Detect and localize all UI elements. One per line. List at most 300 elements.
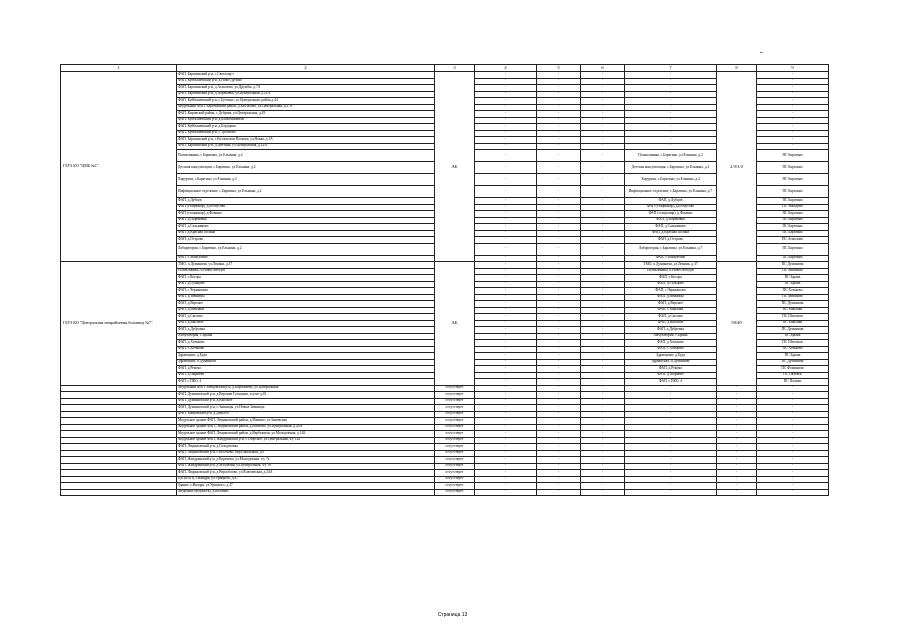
power-cell: -: [717, 476, 757, 483]
col6-cell: -: [581, 424, 625, 431]
col6-cell: -: [581, 98, 625, 105]
backup-facility-cell: ТМО, п.Думиничи, ул.Ленина, д.37: [625, 262, 717, 269]
col6-cell: -: [581, 405, 625, 412]
backup-facility-cell: -: [625, 489, 717, 496]
backup-facility-cell: Поликлиника, с.Баратино, ул.Ельнина, д.2: [625, 150, 717, 162]
power-cell: 58/40: [717, 262, 757, 386]
col4-cell: -: [475, 281, 537, 288]
backup-facility-cell: ФАП (стационар), д.Белоусово: [625, 204, 717, 211]
col4-cell: -: [475, 211, 537, 218]
backup-facility-cell: -: [625, 418, 717, 425]
col4-cell: -: [475, 143, 537, 150]
col4-cell: -: [475, 85, 537, 92]
substation-cell: ПС Брынь: [757, 275, 829, 282]
col6-cell: -: [581, 262, 625, 269]
col4-cell: -: [475, 385, 537, 392]
facility-address-cell: ФАП, Людиновский р-н, д.Верхоблово, ул.Ключевская, д.24А: [177, 470, 435, 477]
category-cell: отсутствует: [435, 385, 475, 392]
col5-cell: -: [537, 174, 581, 186]
backup-facility-cell: -: [625, 137, 717, 144]
col4-cell: -: [475, 130, 537, 137]
category-cell: отсутствует: [435, 444, 475, 451]
substation-cell: ПС Брынь: [757, 353, 829, 360]
category-cell: отсутствует: [435, 476, 475, 483]
col6-cell: -: [581, 463, 625, 470]
col5-cell: -: [537, 489, 581, 496]
col6-cell: -: [581, 72, 625, 79]
facility-address-cell: ФАП, д.Маклаки: [177, 307, 435, 314]
col6-cell: -: [581, 78, 625, 85]
power-cell: -: [717, 483, 757, 490]
backup-facility-cell: ФАП, с.ПКО, 4: [625, 379, 717, 386]
backup-facility-cell: -: [625, 392, 717, 399]
backup-facility-cell: Детская консультация, с.Баратино, ул.Ельнина, д.2: [625, 162, 717, 174]
col5-cell: -: [537, 385, 581, 392]
facility-address-cell: Медпункт (ведомств), д.Колчино: [177, 489, 435, 496]
backup-facility-cell: ФАП, д.Порековка: [625, 217, 717, 224]
substation-cell: -: [757, 91, 829, 98]
substation-cell: -: [757, 470, 829, 477]
substation-cell: -: [757, 476, 829, 483]
header-cell: 6: [581, 65, 625, 72]
power-cell: -: [717, 463, 757, 470]
facility-address-cell: ФАП, Жиздринский р-н, д.Млодечня, ул.Центральная, з/у 1б: [177, 463, 435, 470]
col5-cell: -: [537, 111, 581, 118]
backup-facility-cell: ФАП, д.Красная Поляна: [625, 230, 717, 237]
backup-facility-cell: -: [625, 476, 717, 483]
col5-cell: -: [537, 262, 581, 269]
col5-cell: -: [537, 211, 581, 218]
col6-cell: -: [581, 379, 625, 386]
col4-cell: -: [475, 268, 537, 275]
backup-facility-cell: -: [625, 130, 717, 137]
col4-cell: -: [475, 237, 537, 244]
backup-facility-cell: Инфекционное отделение, с.Баратино, ул.Ельнина, д.7: [625, 186, 717, 198]
col6-cell: -: [581, 124, 625, 131]
col4-cell: -: [475, 366, 537, 373]
category-cell: отсутствует: [435, 437, 475, 444]
col4-cell: -: [475, 314, 537, 321]
backup-facility-cell: -: [625, 411, 717, 418]
power-cell: -: [717, 444, 757, 451]
category-cell: отсутствует: [435, 463, 475, 470]
col6-cell: -: [581, 255, 625, 262]
col6-cell: -: [581, 398, 625, 405]
substation-cell: -: [757, 418, 829, 425]
col6-cell: -: [581, 130, 625, 137]
col4-cell: -: [475, 457, 537, 464]
backup-facility-cell: -: [625, 98, 717, 105]
col5-cell: -: [537, 294, 581, 301]
col6-cell: -: [581, 450, 625, 457]
facility-address-cell: ЦП (КОП), г.Жиздра, ул.Урицкого, д.47: [177, 476, 435, 483]
col5-cell: -: [537, 204, 581, 211]
col5-cell: -: [537, 340, 581, 347]
col6-cell: -: [581, 204, 625, 211]
header-cell: 4: [475, 65, 537, 72]
facility-address-cell: Поликлиника, с.Баратино, ул.Ельнина, д.2: [177, 150, 435, 162]
power-cell: -: [717, 431, 757, 438]
facility-address-cell: Детская консультация, с.Баратино, ул.Ельнина, д.2: [177, 162, 435, 174]
substation-cell: -: [757, 130, 829, 137]
col6-cell: -: [581, 411, 625, 418]
col4-cell: -: [475, 418, 537, 425]
substation-cell: ПС Думиничи: [757, 359, 829, 366]
category-cell: отсутствует: [435, 405, 475, 412]
col5-cell: -: [537, 117, 581, 124]
substation-cell: -: [757, 385, 829, 392]
substation-cell: ПС Палики: [757, 379, 829, 386]
facility-address-cell: ФАП (стационар), д.Белоусово: [177, 204, 435, 211]
backup-facility-cell: ФАП, д.Острово: [625, 237, 717, 244]
col4-cell: -: [475, 307, 537, 314]
substation-cell: ПС Фоминичи: [757, 366, 829, 373]
col6-cell: -: [581, 333, 625, 340]
facility-address-cell: ФАП, д.Дубровка: [177, 327, 435, 334]
facility-address-cell: Инфекционное отделение, с.Баратино, ул.Ельнина, д.2: [177, 186, 435, 198]
col5-cell: -: [537, 137, 581, 144]
col6-cell: -: [581, 143, 625, 150]
backup-facility-cell: -: [625, 124, 717, 131]
backup-facility-cell: -: [625, 117, 717, 124]
category-cell: отсутствует: [435, 457, 475, 464]
col6-cell: -: [581, 418, 625, 425]
substation-cell: -: [757, 457, 829, 464]
facility-address-cell: ФАП (стационар), д.Фомино: [177, 211, 435, 218]
facility-address-cell: ФАП, д.Гульцово: [177, 281, 435, 288]
col6-cell: -: [581, 85, 625, 92]
power-cell: -: [717, 424, 757, 431]
page-number: Страница 13: [437, 612, 468, 618]
col4-cell: -: [475, 437, 537, 444]
col6-cell: -: [581, 268, 625, 275]
facility-address-cell: ФАП, д.Порековка: [177, 217, 435, 224]
substation-cell: ПС Маклаки: [757, 320, 829, 327]
col6-cell: -: [581, 186, 625, 198]
backup-facility-cell: -: [625, 444, 717, 451]
col5-cell: -: [537, 301, 581, 308]
col4-cell: -: [475, 204, 537, 211]
facility-address-cell: ТМО, п.Думиничи, ул.Ленина, д.37: [177, 262, 435, 269]
col6-cell: -: [581, 327, 625, 334]
backup-facility-cell: ФАП, д.Дубцов: [625, 198, 717, 205]
col4-cell: -: [475, 98, 537, 105]
backup-facility-cell: -: [625, 104, 717, 111]
col5-cell: -: [537, 424, 581, 431]
backup-facility-cell: ФАП, с.Чернышено: [625, 288, 717, 295]
category-cell: отсутствует: [435, 398, 475, 405]
col4-cell: -: [475, 424, 537, 431]
col6-cell: -: [581, 104, 625, 111]
backup-facility-cell: -: [625, 91, 717, 98]
col4-cell: -: [475, 476, 537, 483]
facility-address-cell: ФАП, д.Зимницы: [177, 294, 435, 301]
col4-cell: -: [475, 340, 537, 347]
col4-cell: -: [475, 353, 537, 360]
col4-cell: -: [475, 398, 537, 405]
substation-cell: ПС Баратино: [757, 243, 829, 255]
facility-address-cell: ФАП, Баратинский р-н, с.Козловская-Потапка, ул.Новая, д.1А: [177, 137, 435, 144]
substation-cell: ПС Баратино: [757, 255, 829, 262]
col6-cell: -: [581, 237, 625, 244]
header-cell: 3: [435, 65, 475, 72]
col4-cell: -: [475, 431, 537, 438]
backup-facility-cell: -: [625, 450, 717, 457]
category-cell: АБ: [435, 262, 475, 386]
col4-cell: -: [475, 359, 537, 366]
power-cell: -: [717, 457, 757, 464]
category-cell: отсутствует: [435, 483, 475, 490]
col4-cell: -: [475, 320, 537, 327]
col4-cell: -: [475, 450, 537, 457]
category-cell: АБ: [435, 72, 475, 262]
col4-cell: -: [475, 186, 537, 198]
document-page: [60, 64, 828, 496]
col4-cell: -: [475, 444, 537, 451]
substation-cell: ПС Думиничи: [757, 301, 829, 308]
col5-cell: -: [537, 463, 581, 470]
backup-facility-cell: Здравпункт, д.Буда: [625, 353, 717, 360]
category-cell: отсутствует: [435, 392, 475, 399]
facility-address-cell: Модульное здание ФАП, Жиздринский р-н, с.Озерское, ул.Центральная, з/у 12а: [177, 437, 435, 444]
col6-cell: -: [581, 431, 625, 438]
facility-address-cell: Лаборатория, с.Баратино, ул.Ельнина, д.2: [177, 243, 435, 255]
substation-cell: -: [757, 489, 829, 496]
facility-address-cell: ФАП, с.Котора: [177, 275, 435, 282]
col6-cell: -: [581, 444, 625, 451]
col5-cell: -: [537, 405, 581, 412]
col4-cell: -: [475, 174, 537, 186]
col5-cell: -: [537, 78, 581, 85]
backup-facility-cell: ФАП, д.Пырнево: [625, 372, 717, 379]
col6-cell: -: [581, 281, 625, 288]
col5-cell: -: [537, 224, 581, 231]
substation-cell: -: [757, 85, 829, 92]
substation-cell: ПС Хотьково: [757, 346, 829, 353]
col6-cell: -: [581, 275, 625, 282]
substation-cell: ПС Чикодово: [757, 204, 829, 211]
col5-cell: -: [537, 314, 581, 321]
facility-address-cell: Здравпункт, д.Буда: [177, 353, 435, 360]
backup-facility-cell: ФАП, с.Котора: [625, 275, 717, 282]
substation-cell: -: [757, 143, 829, 150]
category-cell: отсутствует: [435, 411, 475, 418]
col4-cell: -: [475, 327, 537, 334]
backup-facility-cell: ФАП, д.Сальниково: [625, 224, 717, 231]
facility-address-cell: Модульное здание ФАП, Людиновский район, д.Войлово, ул.Центральная, д.24А: [177, 424, 435, 431]
col6-cell: -: [581, 111, 625, 118]
facility-address-cell: ФАП, Баратинский р-н, д.Порековка, ул.Центральная, д.21А: [177, 91, 435, 98]
category-cell: отсутствует: [435, 489, 475, 496]
facility-address-cell: ФАП, д.Сяглово: [177, 314, 435, 321]
col5-cell: -: [537, 450, 581, 457]
backup-facility-cell: ФАП, д.Высокое: [625, 320, 717, 327]
facility-address-cell: ФАП, Куйбышевский р-н, д.Бородино: [177, 124, 435, 131]
col4-cell: -: [475, 405, 537, 412]
col6-cell: -: [581, 217, 625, 224]
backup-facility-cell: ФАП, с.Маклаки: [625, 307, 717, 314]
col6-cell: -: [581, 320, 625, 327]
substation-cell: -: [757, 111, 829, 118]
substation-cell: -: [757, 437, 829, 444]
substation-cell: -: [757, 411, 829, 418]
facility-address-cell: ФАП, Куйбышевский р-н, д.Ново-Дугино: [177, 78, 435, 85]
power-cell: -: [717, 392, 757, 399]
backup-facility-cell: -: [625, 85, 717, 92]
col6-cell: -: [581, 483, 625, 490]
facility-address-cell: ФАП, д.Хотьково: [177, 340, 435, 347]
col5-cell: -: [537, 327, 581, 334]
col6-cell: -: [581, 150, 625, 162]
col4-cell: -: [475, 150, 537, 162]
backup-facility-cell: ФАП, д.Сяглово: [625, 314, 717, 321]
col5-cell: -: [537, 366, 581, 373]
col6-cell: -: [581, 230, 625, 237]
col6-cell: -: [581, 314, 625, 321]
col5-cell: -: [537, 91, 581, 98]
substation-cell: -: [757, 98, 829, 105]
backup-facility-cell: ФАП, с.Мамуатино: [625, 255, 717, 262]
col5-cell: -: [537, 483, 581, 490]
organization-cell: ГБУЗ КО "ЦМБ №1": [61, 72, 177, 262]
col6-cell: -: [581, 198, 625, 205]
col5-cell: -: [537, 346, 581, 353]
facility-address-cell: ФАП, Думиничский р-н, д.Верхние Гульцыно, в р-не д.43: [177, 392, 435, 399]
facility-address-cell: ФАП, д.Высокое: [177, 320, 435, 327]
col4-cell: -: [475, 294, 537, 301]
col5-cell: -: [537, 444, 581, 451]
col5-cell: -: [537, 237, 581, 244]
col6-cell: -: [581, 346, 625, 353]
col4-cell: -: [475, 111, 537, 118]
power-cell: -: [717, 418, 757, 425]
substation-cell: ПС Думиничи: [757, 262, 829, 269]
col4-cell: -: [475, 224, 537, 231]
col5-cell: -: [537, 275, 581, 282]
col4-cell: -: [475, 91, 537, 98]
col4-cell: -: [475, 255, 537, 262]
col6-cell: -: [581, 366, 625, 373]
substation-cell: -: [757, 463, 829, 470]
col6-cell: -: [581, 437, 625, 444]
facility-address-cell: ФАП, Баратинский р-н, д.Цветина, ул.Центральная, д.22А: [177, 143, 435, 150]
col5-cell: -: [537, 431, 581, 438]
col6-cell: -: [581, 392, 625, 399]
backup-facility-cell: Амбулатория, с.Брынь: [625, 333, 717, 340]
organization-cell: [61, 489, 177, 496]
substation-cell: ПС Мишково: [757, 268, 829, 275]
col6-cell: -: [581, 174, 625, 186]
col4-cell: -: [475, 483, 537, 490]
substation-cell: ПС Асмолово: [757, 237, 829, 244]
substation-cell: ПС Баратино: [757, 198, 829, 205]
col4-cell: -: [475, 489, 537, 496]
facility-address-cell: ФАП, Людиновский р-н, д.Голодяговка: [177, 444, 435, 451]
backup-facility-cell: Хирургия, с.Баратино, ул.Ельнина, д.2: [625, 174, 717, 186]
substation-cell: ПС Баратино: [757, 211, 829, 218]
header-cell: 2: [177, 65, 435, 72]
col6-cell: -: [581, 353, 625, 360]
backup-facility-cell: -: [625, 470, 717, 477]
col5-cell: -: [537, 398, 581, 405]
col4-cell: -: [475, 217, 537, 224]
col4-cell: -: [475, 78, 537, 85]
facility-address-cell: Поликлиника, п.Новослободск: [177, 268, 435, 275]
col5-cell: -: [537, 320, 581, 327]
col5-cell: -: [537, 359, 581, 366]
substation-cell: -: [757, 78, 829, 85]
facility-address-cell: Здравпункт, п.Думиничи: [177, 359, 435, 366]
col6-cell: -: [581, 470, 625, 477]
col6-cell: -: [581, 243, 625, 255]
power-cell: 2.9/3.0: [717, 72, 757, 262]
col6-cell: -: [581, 301, 625, 308]
col4-cell: -: [475, 463, 537, 470]
col5-cell: -: [537, 307, 581, 314]
substation-cell: -: [757, 405, 829, 412]
substation-cell: ПС Думиничи: [757, 327, 829, 334]
col5-cell: -: [537, 198, 581, 205]
col5-cell: -: [537, 457, 581, 464]
col4-cell: -: [475, 301, 537, 308]
col4-cell: -: [475, 124, 537, 131]
power-cell: -: [717, 489, 757, 496]
col6-cell: -: [581, 340, 625, 347]
substation-cell: ПС Баратино: [757, 162, 829, 174]
col5-cell: -: [537, 98, 581, 105]
backup-facility-cell: ФАП, д.Гульцово: [625, 281, 717, 288]
col4-cell: -: [475, 470, 537, 477]
facility-address-cell: ФАП, Баратинский р-н, с.Светлояр-г: [177, 72, 435, 79]
col5-cell: -: [537, 72, 581, 79]
backup-facility-cell: -: [625, 143, 717, 150]
backup-facility-cell: -: [625, 437, 717, 444]
backup-facility-cell: -: [625, 457, 717, 464]
facility-table: [60, 64, 829, 496]
facility-address-cell: Здание, г.Жиздра, ул.Урицкого, д.47: [177, 483, 435, 490]
category-cell: отсутствует: [435, 470, 475, 477]
col4-cell: -: [475, 275, 537, 282]
category-cell: отсутствует: [435, 450, 475, 457]
facility-address-cell: ФАП, Жиздринский р-н, д.Коренево, ул.Молодежная, з/у 7а: [177, 457, 435, 464]
backup-facility-cell: -: [625, 463, 717, 470]
facility-address-cell: ФАП, д.Сальниково: [177, 224, 435, 231]
col4-cell: -: [475, 137, 537, 144]
substation-cell: ПС Шеломов: [757, 340, 829, 347]
col5-cell: -: [537, 143, 581, 150]
facility-address-cell: ФАП, Мещовский р-н, д.Деньгуб: [177, 411, 435, 418]
substation-cell: ПС Брынь: [757, 333, 829, 340]
col5-cell: -: [537, 353, 581, 360]
substation-cell: ПС Баратино: [757, 224, 829, 231]
col5-cell: -: [537, 392, 581, 399]
backup-facility-cell: ФАП, д.Зимницы: [625, 294, 717, 301]
facility-address-cell: ФАП, д.Рекомо: [177, 366, 435, 373]
backup-facility-cell: ФАП (стационар), д.Фомино: [625, 211, 717, 218]
col5-cell: -: [537, 379, 581, 386]
header-cell: 8: [717, 65, 757, 72]
header-cell: 9: [757, 65, 829, 72]
col5-cell: -: [537, 230, 581, 237]
power-cell: -: [717, 411, 757, 418]
backup-facility-cell: ФАП, д.Дубровка: [625, 327, 717, 334]
header-cell: 5: [537, 65, 581, 72]
col5-cell: -: [537, 418, 581, 425]
col5-cell: -: [537, 217, 581, 224]
facility-address-cell: Модульный ФАП, Мещовский р-н, д.Картышево, ул.Центральная: [177, 385, 435, 392]
substation-cell: -: [757, 424, 829, 431]
backup-facility-cell: ФАП, д.Рекомо: [625, 366, 717, 373]
